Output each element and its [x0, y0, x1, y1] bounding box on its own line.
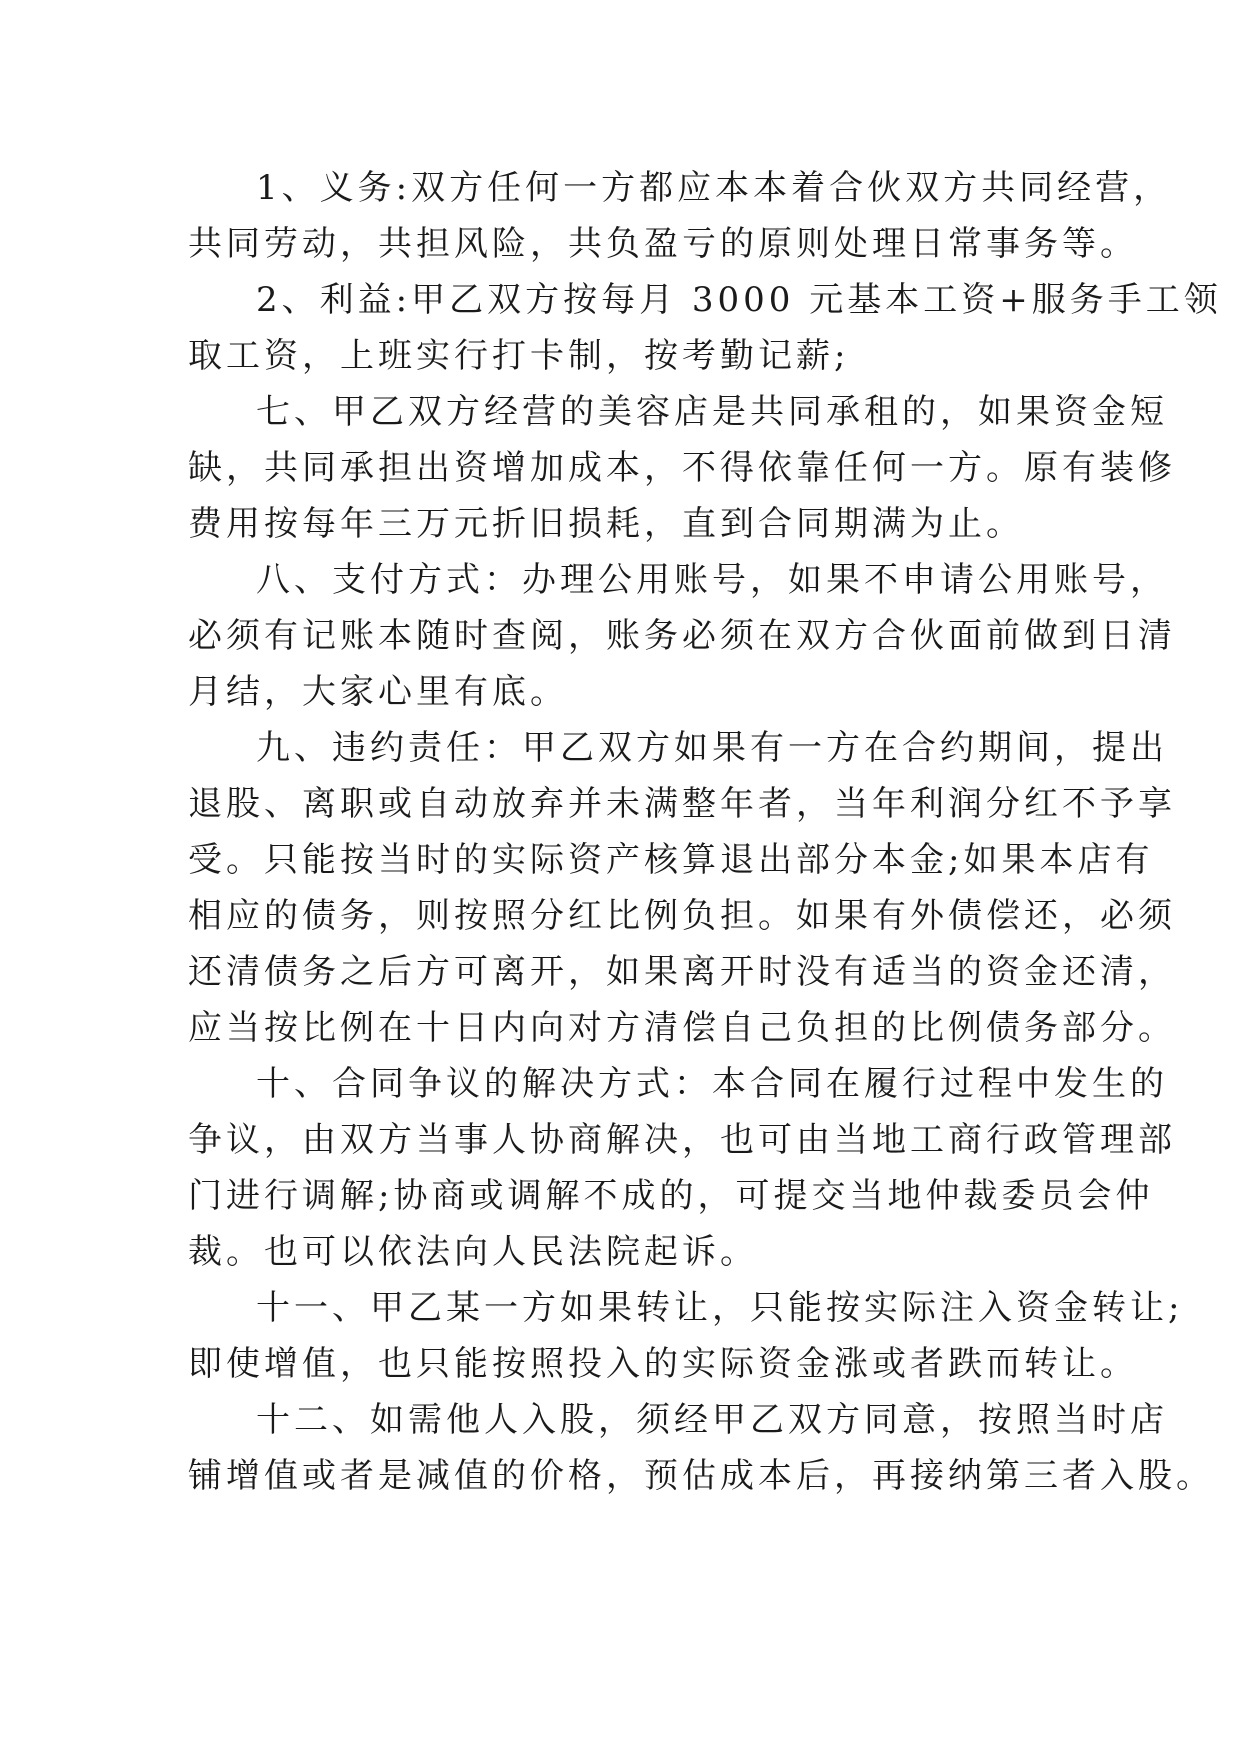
clause-12-line-2: 铺增值或者是减值的价格，预估成本后，再接纳第三者入股。 — [188, 1456, 1214, 1496]
clause-9-line-5: 还清债务之后方可离开，如果离开时没有适当的资金还清， — [188, 952, 1176, 992]
clause-11-line-1: 十一、甲乙某一方如果转让，只能按实际注入资金转让; — [256, 1288, 1184, 1328]
clause-7-line-1: 七、甲乙双方经营的美容店是共同承租的，如果资金短 — [256, 392, 1168, 432]
clause-11-line-2: 即使增值，也只能按照投入的实际资金涨或者跌而转让。 — [188, 1344, 1138, 1384]
clause-7-line-3: 费用按每年三万元折旧损耗，直到合同期满为止。 — [188, 504, 1024, 544]
clause-2-line-1: 2、利益:甲乙双方按每月 3000 元基本工资+服务手工领 — [256, 280, 1222, 320]
clause-8-line-1: 八、支付方式：办理公用账号，如果不申请公用账号， — [256, 560, 1168, 600]
clause-1-line-1: 1、义务:双方任何一方都应本本着合伙双方共同经营， — [256, 168, 1172, 208]
clause-1-line-2: 共同劳动，共担风险，共负盈亏的原则处理日常事务等。 — [188, 224, 1138, 264]
clause-9-line-2: 退股、离职或自动放弃并未满整年者，当年利润分红不予享 — [188, 784, 1176, 824]
clause-10-line-2: 争议，由双方当事人协商解决，也可由当地工商行政管理部 — [188, 1120, 1176, 1160]
clause-9-line-3: 受。只能按当时的实际资产核算退出部分本金;如果本店有 — [188, 840, 1154, 880]
clause-12-line-1: 十二、如需他人入股，须经甲乙双方同意，按照当时店 — [256, 1400, 1168, 1440]
clause-9-line-6: 应当按比例在十日内向对方清偿自己负担的比例债务部分。 — [188, 1008, 1176, 1048]
clause-7-line-2: 缺，共同承担出资增加成本，不得依靠任何一方。原有装修 — [188, 448, 1176, 488]
clause-9-line-4: 相应的债务，则按照分红比例负担。如果有外债偿还，必须 — [188, 896, 1176, 936]
clause-8-line-3: 月结，大家心里有底。 — [188, 672, 568, 712]
clause-2-line-2: 取工资，上班实行打卡制，按考勤记薪; — [188, 336, 850, 376]
clause-8-line-2: 必须有记账本随时查阅，账务必须在双方合伙面前做到日清 — [188, 616, 1176, 656]
clause-10-line-4: 裁。也可以依法向人民法院起诉。 — [188, 1232, 758, 1272]
clause-9-line-1: 九、违约责任：甲乙双方如果有一方在合约期间，提出 — [256, 728, 1168, 768]
document-body — [188, 160, 1222, 1504]
clause-10-line-3: 门进行调解;协商或调解不成的，可提交当地仲裁委员会仲 — [188, 1176, 1154, 1216]
clause-10-line-1: 十、合同争议的解决方式：本合同在履行过程中发生的 — [256, 1064, 1168, 1104]
